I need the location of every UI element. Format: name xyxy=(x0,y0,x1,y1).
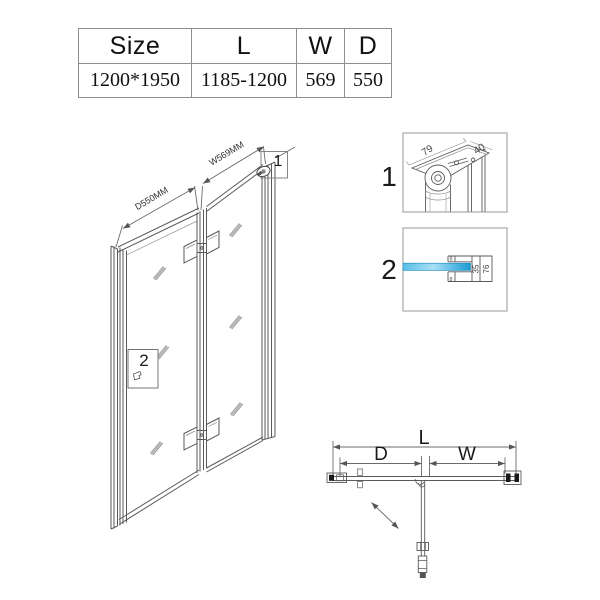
table-header-d: D xyxy=(344,29,391,63)
glass-reflection-marks xyxy=(151,224,241,454)
table-value-w: 569 xyxy=(296,63,344,97)
detail-2-label: 2 xyxy=(381,254,397,285)
top-dim-fixed-label: D xyxy=(374,444,388,465)
front-view-drawing xyxy=(111,139,295,529)
front-dim-width-label: W569MM xyxy=(207,139,246,168)
front-dim-depth-label: D550MM xyxy=(133,184,170,212)
detail-2-view xyxy=(381,228,507,311)
top-dim-total-label: L xyxy=(418,427,430,449)
callout-2-number: 2 xyxy=(139,351,149,370)
detail-2-dim-channel: 35 xyxy=(471,264,481,274)
lower-hinge xyxy=(184,418,219,450)
detail-2-dim-glass-a: 8 xyxy=(449,256,453,263)
table-value-d: 550 xyxy=(344,63,391,97)
detail-1-dim-length: 79 xyxy=(419,143,436,159)
swing-direction-arrow xyxy=(372,503,399,529)
top-view-drawing xyxy=(327,427,521,578)
detail-1-dim-width: 40 xyxy=(471,141,488,158)
top-dim-swing-label: W xyxy=(458,444,476,465)
table-header-w: W xyxy=(296,29,344,63)
upper-hinge xyxy=(184,231,219,263)
detail-1-view xyxy=(381,133,507,212)
glass-pane xyxy=(403,263,471,270)
table-value-size: 1200*1950 xyxy=(79,63,191,97)
callout-1-number: 1 xyxy=(273,153,283,170)
table-header-size: Size xyxy=(109,31,161,60)
table-value-l: 1185-1200 xyxy=(191,63,296,97)
detail-2-dim-profile: 76 xyxy=(482,264,491,274)
detail-1-label: 1 xyxy=(381,161,397,192)
table-header-l: L xyxy=(191,29,296,63)
detail-2-dim-glass-b: 8 xyxy=(449,276,453,283)
